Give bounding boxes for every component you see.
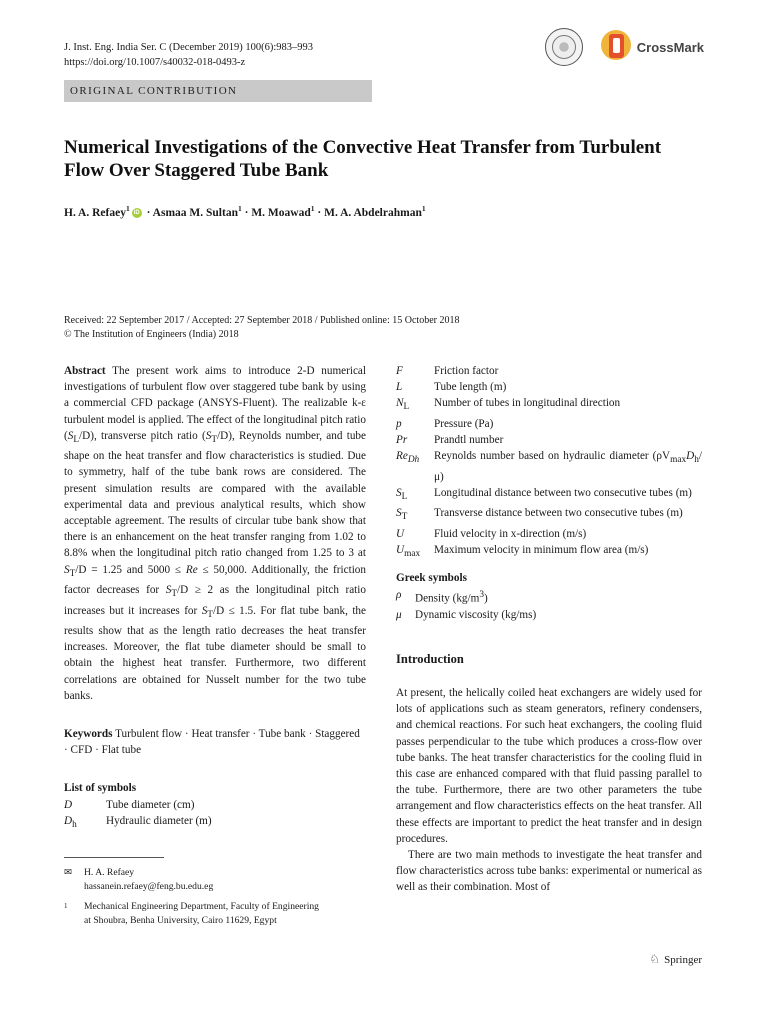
symbol-row [64,797,366,813]
symbol-row [64,813,366,833]
author-affil-sup: 1 [125,204,130,213]
publisher-mark [649,952,702,967]
crossmark-label: CrossMark [636,39,704,55]
author-name[interactable]: H. A. Refaey [64,206,126,219]
author-name[interactable]: M. A. Abdelrahman [324,206,422,219]
symbol-desc: Number of tubes in longitudinal direction [434,397,621,410]
sub-t: T [171,589,178,600]
intro-paragraph: At present, the helically coiled heat exchangers are widely used for lots of applications such as steam generators, refinery condensers, and chemical reactions. For such heat exchangers, the cooling fluid passes perpendicular to the tube which produces a cross-flow over tube banks. The heat transfer characteristics for the cooling fluid in this case are enhanced compared with that fluid passing parallel to the tube. Furthermore, there are two other parameters the tube arrangement and flow characteristics effects on the heat transfer. All these effects are important to predict the heat transfer and in design procedures. [396,686,702,845]
abstract-text: /D ≤ 1.5. For flat tube bank, the results show that as the length ratio decreases the heat transfer increases. Moreover, the flat tube diameter should be small to obtain the highest heat transfer. Furthermore, two different correlations are obtained for Nusselt number for the two tube banks. [64,604,366,702]
greek-desc: Dynamic viscosity (kg/ms) [415,608,537,621]
symbol-row [396,363,702,379]
symbol: $U_{max}$ [396,543,421,560]
right-column [396,363,702,896]
sym-re: Re [185,563,198,576]
institution-seal-icon [545,28,583,66]
author-affil-sup: 1 [310,204,315,213]
symbol-desc: Prandtl number [434,434,504,447]
journal-meta [64,41,313,70]
crossmark-badge[interactable] [601,30,704,64]
author-list: H. A. Refaey$^1$iD · Asmaa M. Sultan$^1$ · M. Moawad$^1$ · M. A. Abdelrahman$^1$ [64,204,426,219]
doi-link[interactable]: https://doi.org/10.1007/s40032-018-0493-z [64,56,246,68]
symbol: Pr [396,434,408,447]
sym-s: S [165,584,172,597]
symbol-row [396,379,702,395]
symbol-row [396,542,702,562]
affiliation-number: 1 [64,902,68,910]
greek-symbols [396,570,702,622]
keywords [64,726,366,758]
sub-t: T [211,435,218,446]
symbol-list-continued [396,363,702,562]
abstract-text: /D), transverse pitch ratio ( [79,429,206,442]
author-name[interactable]: M. Moawad [251,206,311,219]
corresponding-author-name: H. A. Refaey [84,867,135,878]
footnote-rule [64,857,164,858]
sym-s: S [67,429,74,442]
affiliation [64,900,364,927]
abstract-text: ≤ 50,000. Additionally, the friction factor decreases for [64,563,366,597]
symbol: D [64,798,73,811]
keywords-label: Keywords [64,728,113,740]
abstract-text: /D), Reynolds number, and tube shape on the heat transfer and flow characteristics is studied. Due to symmetry, half of the tube bank rows are considered. The present simulation results are compared with the available experimental data and previous analytical results, which show acceptable agreement. The results of circular tube bank show that there is an enhancement on the heat transfer ranging from 1.02 to 8.8% when the longitudinal pitch ratio changed from 1.25 to 3 at [64,429,366,560]
symbol-desc: Pressure (Pa) [434,417,494,430]
sub-t: T [69,568,76,579]
greek-symbol: μ [396,608,402,621]
symbol: $S_L$ [396,486,408,503]
crossmark-icon [601,30,631,64]
sym-s: S [201,604,208,617]
abstract-text: /D ≥ 2 as the longitudinal pitch ratio increases but it increases for [64,584,366,617]
greek-desc: Density $(kg/m^3)$ [415,589,488,605]
keywords-text: Turbulent flow · Heat transfer · Tube bank · Staggered · CFD · Flat tube [64,728,360,757]
symbol-desc: Tube length (m) [434,381,507,394]
sym-s: S [205,429,212,442]
journal-citation: J. Inst. Eng. India Ser. C (December 2019) 100(6):983–993 [64,42,314,53]
symbol-row [396,432,702,448]
symbol-row [396,485,702,505]
greek-symbol: ρ [396,588,402,601]
left-column [64,363,366,833]
symbol: U [396,527,405,540]
author-affil-sup: 1 [237,204,242,213]
symbol: p [396,417,402,430]
symbol-desc: Friction factor [434,365,499,377]
symbol-desc: Reynolds number based on hydraulic diameter $(\rho V_{max}D_h/\mu)$ [434,450,702,483]
symbol: $D_h$ [64,814,77,831]
symbol-desc: Longitudinal distance between two consecutive tubes (m) [434,486,692,499]
greek-symbols-title: Greek symbols [396,572,467,585]
abstract-text: /D = 1.25 and 5000 ≤ [75,563,186,576]
author-affil-sup: 1 [421,204,426,213]
abstract-label: Abstract [64,365,106,377]
section-heading-introduction: Introduction [396,651,464,666]
symbol: L [396,381,403,394]
symbol: $Re_{Dh}$ [396,450,420,466]
symbol-desc: Transverse distance between two consecutive tubes (m) [434,507,683,520]
sym-s: S [64,563,70,576]
sub-l: L [73,435,80,446]
sub-t: T [207,609,213,620]
symbol: $N_L$ [396,397,410,413]
orcid-icon[interactable]: iD [133,210,140,217]
corresponding-author-email[interactable]: hassanein.refaey@feng.bu.edu.eg [84,880,214,892]
logo-area [545,28,704,66]
symbol-row [396,448,702,485]
abstract [64,363,366,704]
symbol: $S_T$ [396,507,408,523]
paper-title: Numerical Investigations of the Convective Heat Transfer from Turbulent Flow Over Staggered Tube Bank [64,137,662,181]
symbol-row [396,505,702,525]
greek-row [396,607,702,623]
envelope-icon: ✉ [64,867,73,878]
symbol-desc: Hydraulic diameter (m) [106,814,212,827]
intro-paragraph: There are two main methods to investigate the heat transfer and flow characteristics across tube banks: experimental or numerical as well as their combination. Most of [396,848,702,894]
symbol-row [396,416,702,432]
springer-horse-icon: ♘ [649,952,661,966]
publisher-name: Springer [664,953,702,966]
author-name[interactable]: Asmaa M. Sultan [152,206,238,219]
symbol-desc: Fluid velocity in x-direction (m/s) [434,527,587,540]
abstract-text: The present work aims to introduce 2-D numerical investigations of turbulent flow over staggered tube bank by using a commercial CFD package (ANSYS-Fluent). The realizable k-ε turbulent model is applied. The effect of the longitudinal pitch ratio ( [64,365,366,442]
corresponding-author [64,866,364,893]
affiliation-line: at Shoubra, Benha University, Cairo 11629, Egypt [84,914,277,926]
copyright-line: © The Institution of Engineers (India) 2018 [64,329,239,340]
symbol-desc: Maximum velocity in minimum flow area (m/s) [434,543,649,556]
symbol-row [396,395,702,415]
symbol-row [396,526,702,542]
symbol-list-title: List of symbols [64,782,137,795]
publication-dates [64,314,459,342]
greek-row [396,587,702,607]
symbol-desc: Tube diameter (cm) [106,798,195,811]
symbol-list [64,780,366,833]
dates-line: Received: 22 September 2017 / Accepted: 27 September 2018 / Published online: 15 October 2018 [64,315,460,326]
symbol: F [396,365,403,377]
article-type-banner: ORIGINAL CONTRIBUTION [64,80,372,102]
affiliation-line: Mechanical Engineering Department, Faculty of Engineering [84,901,319,912]
